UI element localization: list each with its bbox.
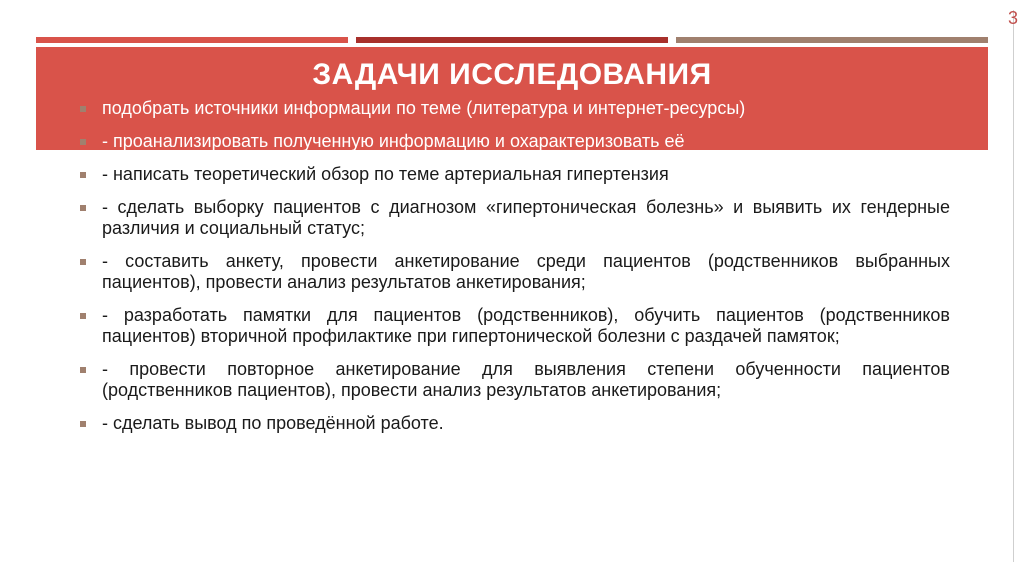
frame-line-vertical <box>1013 10 1014 562</box>
slide-title: ЗАДАЧИ ИССЛЕДОВАНИЯ <box>312 58 712 91</box>
task-item-5 <box>80 251 950 293</box>
task-text: - проанализировать полученную информацию и охарактеризовать её <box>102 131 685 151</box>
task-text: - разработать памятки для пациентов (родственников), обучить пациентов (родственников пациентов) вторичной профилактике при гипертонической болезни с раздачей памяток; <box>102 305 950 346</box>
task-list <box>80 98 950 446</box>
accent-bar-3 <box>676 37 988 43</box>
accent-bar-1 <box>36 37 348 43</box>
bullet-icon <box>80 172 86 178</box>
bullet-icon <box>80 367 86 373</box>
task-text: - сделать выборку пациентов с диагнозом «гипертоническая болезнь» и выявить их гендерные различия и социальный статус; <box>102 197 950 238</box>
page-number: 3 <box>1007 8 1018 28</box>
task-text: подобрать источники информации по теме (литература и интернет-ресурсы) <box>102 98 746 118</box>
task-item-2 <box>80 131 950 152</box>
bullet-icon <box>80 313 86 319</box>
task-item-3 <box>80 164 950 185</box>
task-text: - сделать вывод по проведённой работе. <box>102 413 444 433</box>
bullet-icon <box>80 259 86 265</box>
task-text: - провести повторное анкетирование для выявления степени обученности пациентов (родственников пациентов), провести анализ результатов анкетирования; <box>102 359 950 400</box>
task-item-1 <box>80 98 950 119</box>
task-item-6 <box>80 305 950 347</box>
accent-bar-2 <box>356 37 668 43</box>
task-item-8 <box>80 413 950 434</box>
task-item-7 <box>80 359 950 401</box>
top-accent-bars <box>36 37 988 43</box>
task-item-4 <box>80 197 950 239</box>
bullet-icon <box>80 106 86 112</box>
bullet-icon <box>80 421 86 427</box>
bullet-icon <box>80 205 86 211</box>
task-text: - составить анкету, провести анкетирование среди пациентов (родственников выбранных пациентов), провести анализ результатов анкетирования; <box>102 251 950 292</box>
bullet-icon <box>80 139 86 145</box>
task-text: - написать теоретический обзор по теме артериальная гипертензия <box>102 164 669 184</box>
